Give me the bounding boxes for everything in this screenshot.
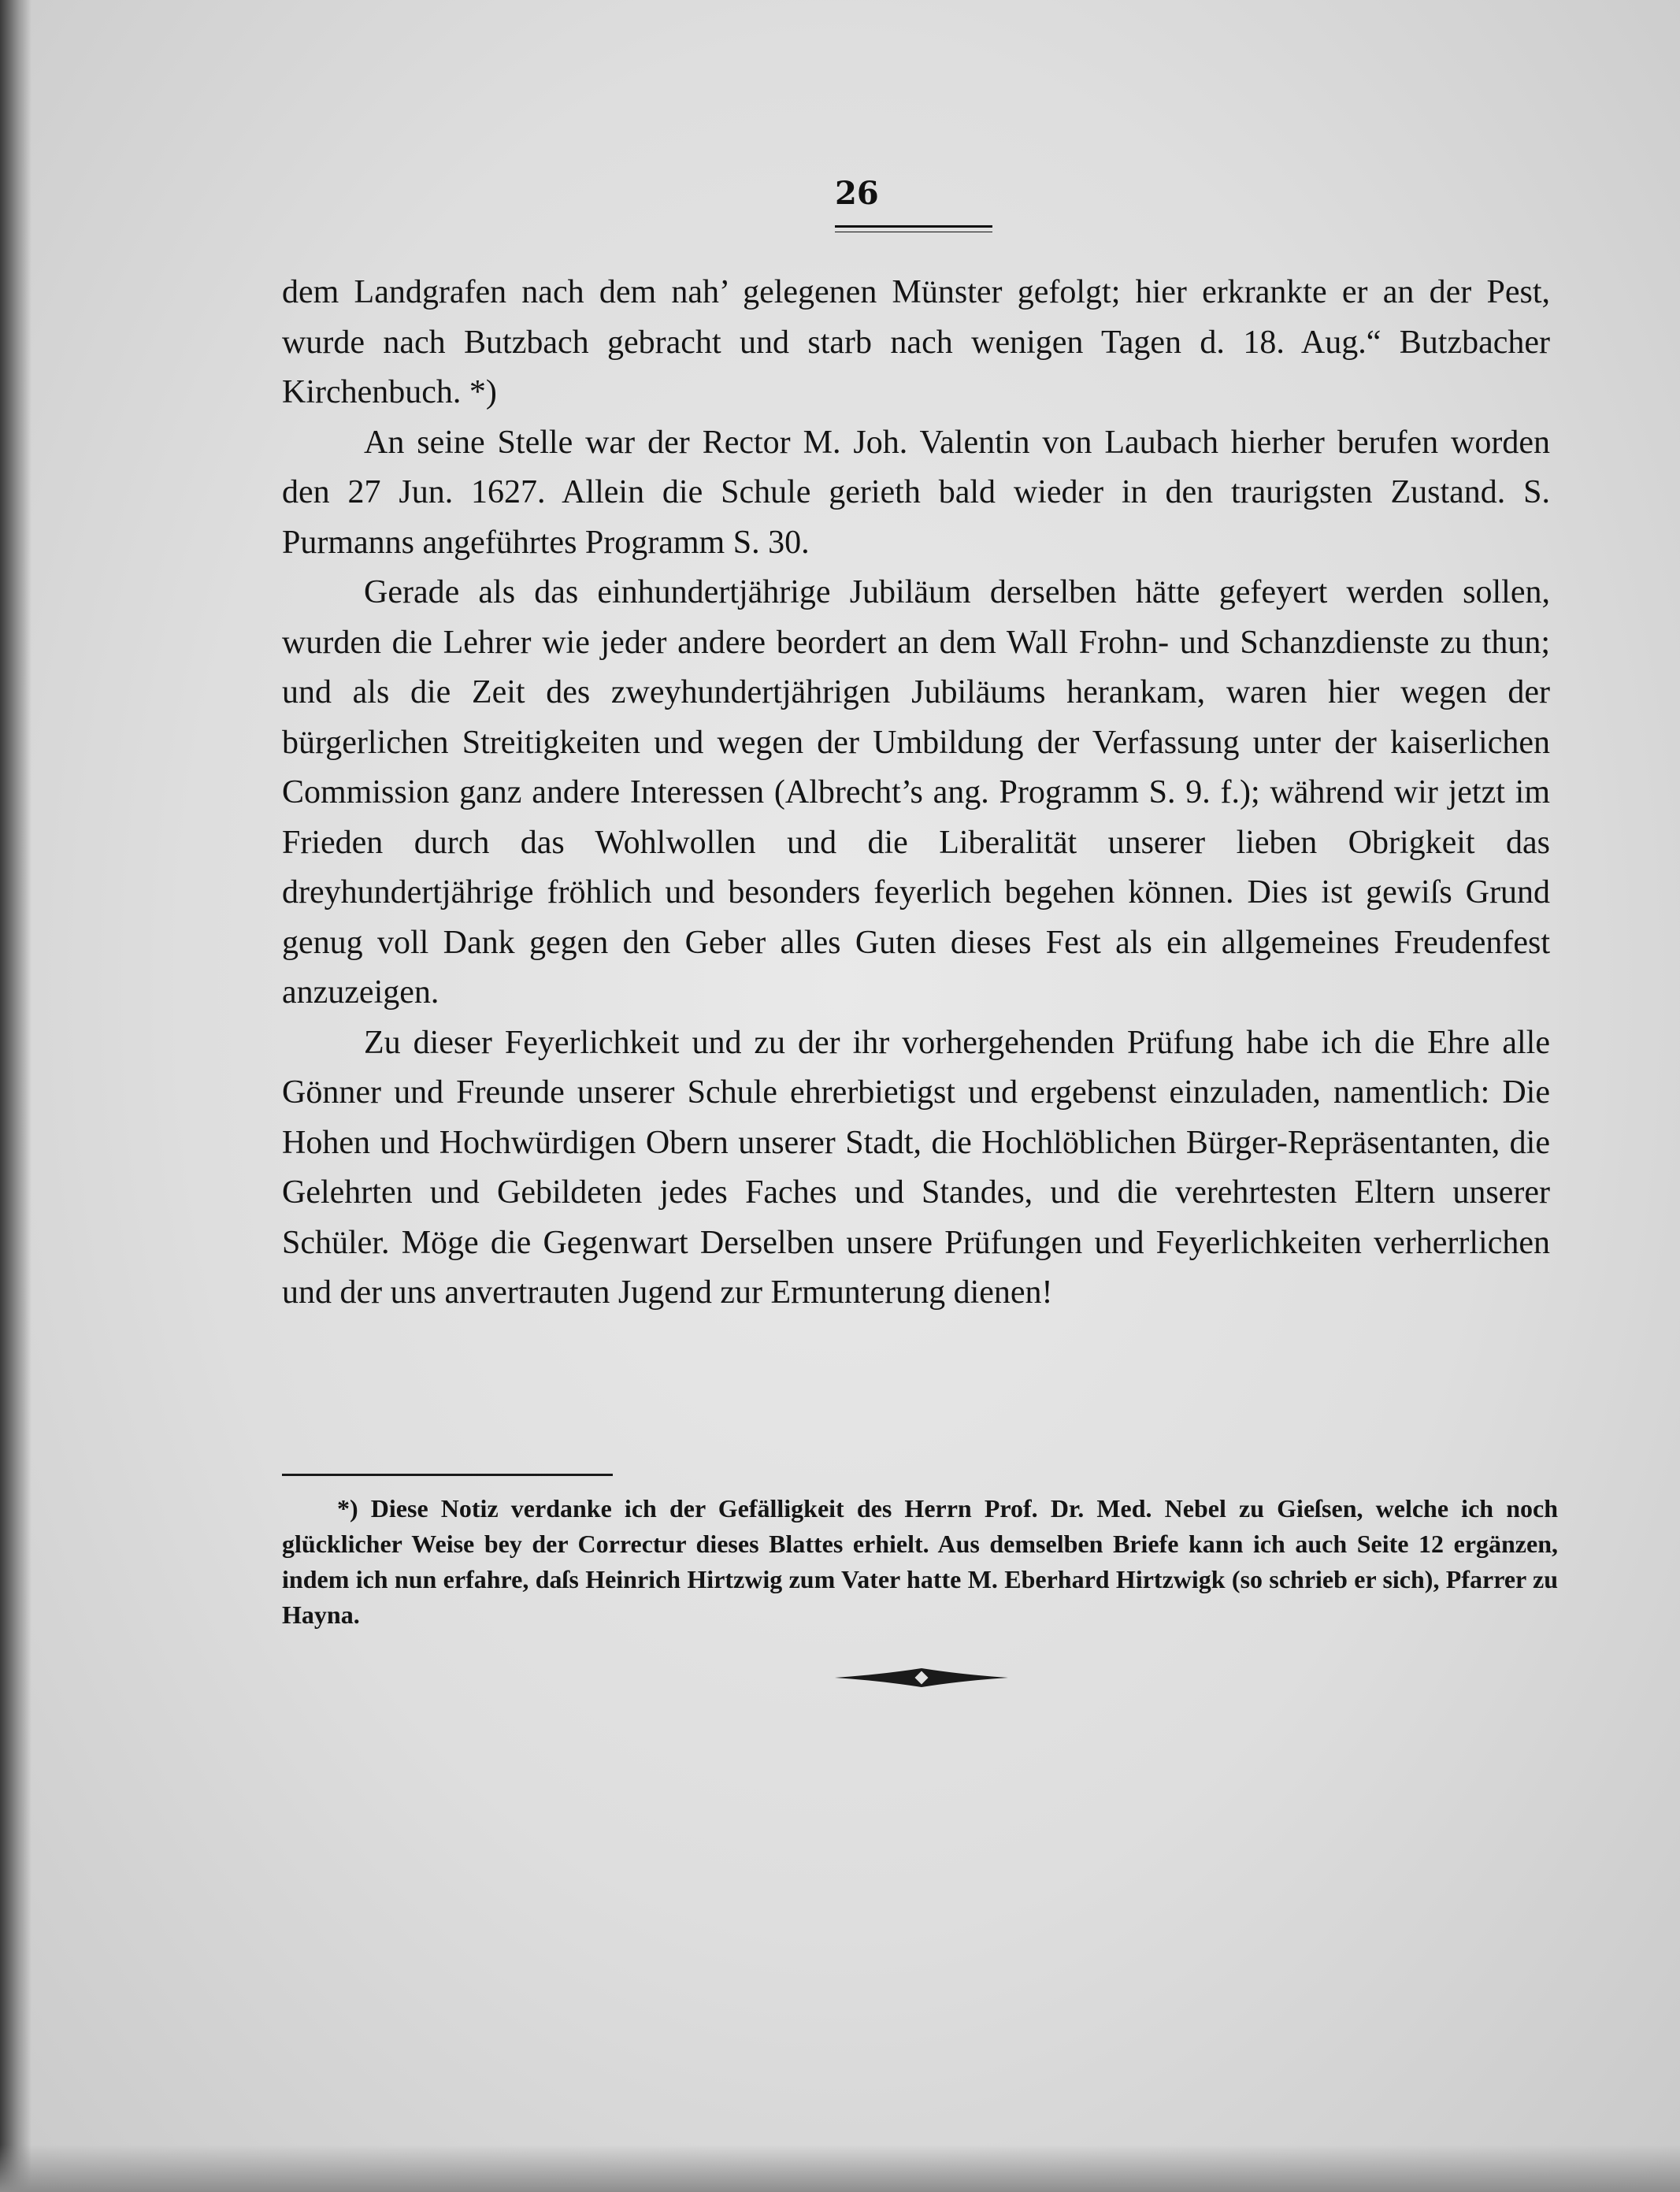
body-text (282, 268, 1550, 1319)
footnote (282, 1491, 1558, 1633)
paragraph: dem Landgrafen nach dem nah’ gelegenen Münster gefolgt; hier erkrankte er an der Pest, wurde nach Butzbach gebracht und starb nach wenigen Tagen d. 18. Aug.“ Butzbacher Kirchenbuch. *) (282, 274, 1550, 410)
paragraph: Zu dieser Feyerlichkeit und zu der ihr vorhergehenden Prüfung habe ich die Ehre alle Gönner und Freunde unserer Schule ehrerbietigst und ergebenst einzuladen, namentlich: Die Hohen und Hochwürdigen Obern unserer Stadt, die Hochlöblichen Bürger-Repräsentanten, die Gelehrten und Gebildeten jedes Faches und Standes, und die verehrtesten Eltern unserer Schüler. Möge die Gegenwart Derselben unsere Prüfungen und Feyerlichkeiten verherrlichen und der uns anvertrauten Jugend zur Ermunterung dienen! (282, 1024, 1550, 1311)
end-ornament (835, 1662, 1008, 1693)
header-rule (835, 225, 992, 228)
paragraph: An seine Stelle war der Rector M. Joh. Valentin von Laubach hierher berufen worden den 27 Jun. 1627. Allein die Schule gerieth bald wieder in den traurigsten Zustand. S. Purmanns angeführtes Programm S. 30. (282, 424, 1550, 561)
paragraph: Gerade als das einhundertjährige Jubiläum derselben hätte gefeyert werden sollen, wurden die Lehrer wie jeder andere beordert an dem Wall Frohn- und Schanzdienste zu thun; und als die Zeit des zweyhundertjährigen Jubiläums herankam, waren hier wegen der bürgerlichen Streitigkeiten und wegen der Umbildung der Verfassung unter der kaiserlichen Commission ganz andere Interessen (Albrecht’s ang. Programm S. 9. f.); während wir jetzt im Frieden durch das Wohlwollen und die Liberalität unserer lieben Obrigkeit das dreyhundertjährige fröhlich und besonders feyerlich begehen können. Dies ist gewiſs Grund genug voll Dank gegen den Geber alles Guten dieses Fest als ein allgemeines Freudenfest anzuzeigen. (282, 574, 1550, 1011)
footnote-rule (282, 1474, 613, 1476)
page-number: 26 (835, 175, 879, 212)
page-edge-shadow (0, 0, 32, 2192)
page-bottom-shadow (0, 2145, 1680, 2192)
footnote-text: *) Diese Notiz verdanke ich der Gefälligkeit des Herrn Prof. Dr. Med. Nebel zu Gieſsen, welche ich noch glücklicher Weise bey der Correctur dieses Blattes erhielt. Aus demselben Briefe kann ich auch Seite 12 ergänzen, indem ich nun erfahre, daſs Heinrich Hirtzwig zum Vater hatte M. Eberhard Hirtzwigk (so schrieb er sich), Pfarrer zu Hayna. (282, 1494, 1558, 1629)
